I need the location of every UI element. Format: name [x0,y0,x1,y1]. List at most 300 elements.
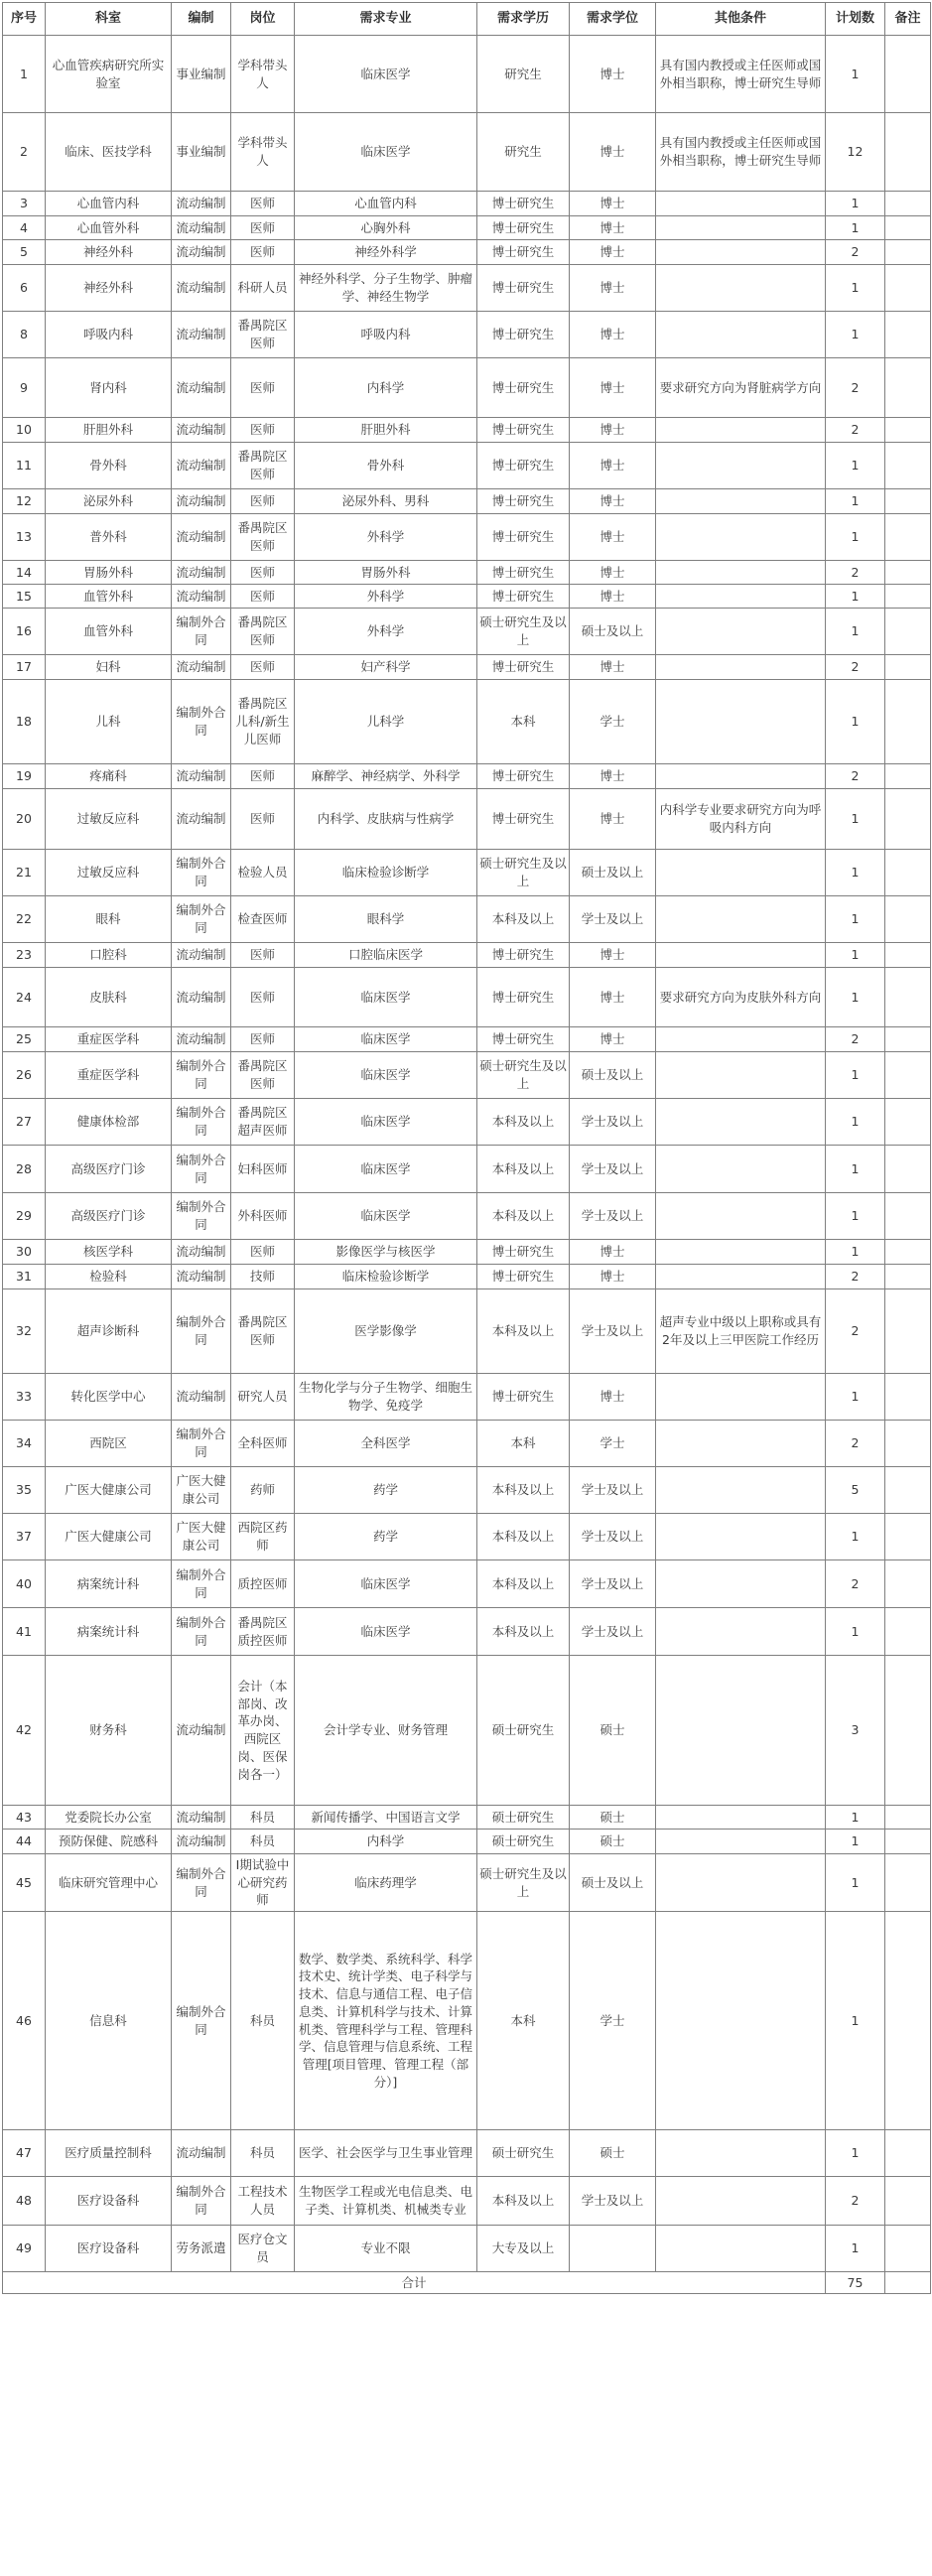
header-post: 岗位 [231,3,295,36]
cell-cond [656,585,826,609]
cell-cond [656,2226,826,2272]
cell-note [885,585,931,609]
header-major: 需求专业 [295,3,477,36]
cell-cond [656,1099,826,1146]
cell-cond [656,443,826,489]
cell-post: 质控医师 [231,1560,295,1608]
cell-note [885,489,931,514]
cell-staff: 流动编制 [172,418,231,443]
cell-staff: 流动编制 [172,764,231,789]
cell-edu: 博士研究生 [477,443,570,489]
cell-dept: 高级医疗门诊 [46,1146,172,1193]
cell-cond [656,2130,826,2177]
cell-plan: 12 [826,113,885,192]
cell-plan: 1 [826,1146,885,1193]
cell-cond: 要求研究方向为肾脏病学方向 [656,358,826,418]
table-row [3,1421,931,1467]
cell-staff: 流动编制 [172,312,231,358]
cell-major: 口腔临床医学 [295,943,477,968]
cell-degree: 博士 [570,240,656,265]
table-row [3,609,931,655]
cell-staff: 流动编制 [172,216,231,240]
cell-cond [656,265,826,312]
cell-plan: 1 [826,1052,885,1099]
table-row [3,36,931,113]
cell-edu: 博士研究生 [477,789,570,850]
cell-plan: 1 [826,1374,885,1421]
cell-degree: 博士 [570,265,656,312]
cell-post: 医师 [231,585,295,609]
cell-major: 临床医学 [295,1099,477,1146]
cell-major: 临床医学 [295,968,477,1027]
cell-edu: 本科及以上 [477,1099,570,1146]
cell-no: 49 [3,2226,46,2272]
cell-dept: 重症医学科 [46,1027,172,1052]
cell-edu: 博士研究生 [477,655,570,680]
table-row [3,968,931,1027]
cell-dept: 神经外科 [46,265,172,312]
cell-dept: 高级医疗门诊 [46,1193,172,1240]
cell-cond [656,240,826,265]
cell-no: 40 [3,1560,46,1608]
cell-degree: 硕士 [570,2130,656,2177]
table-row [3,489,931,514]
cell-degree: 博士 [570,1374,656,1421]
cell-dept: 普外科 [46,514,172,561]
cell-post: 研究人员 [231,1374,295,1421]
cell-dept: 检验科 [46,1265,172,1289]
cell-staff: 事业编制 [172,36,231,113]
cell-post: 医师 [231,1027,295,1052]
cell-edu: 博士研究生 [477,585,570,609]
cell-degree: 博士 [570,968,656,1027]
cell-staff: 流动编制 [172,192,231,216]
cell-staff: 编制外合同 [172,2177,231,2226]
cell-major: 神经外科学 [295,240,477,265]
cell-degree: 学士及以上 [570,1289,656,1374]
cell-degree: 博士 [570,113,656,192]
cell-staff: 编制外合同 [172,896,231,943]
cell-no: 21 [3,850,46,896]
cell-post: 医师 [231,216,295,240]
cell-post: 番禺院区医师 [231,1289,295,1374]
cell-degree [570,2226,656,2272]
recruitment-table [2,2,931,2294]
table-row [3,1467,931,1514]
cell-cond [656,680,826,764]
cell-major: 外科学 [295,609,477,655]
cell-edu: 博士研究生 [477,358,570,418]
cell-plan: 2 [826,561,885,585]
table-row [3,216,931,240]
cell-major: 骨外科 [295,443,477,489]
cell-no: 9 [3,358,46,418]
cell-plan: 1 [826,443,885,489]
table-row [3,1560,931,1608]
cell-staff: 流动编制 [172,240,231,265]
cell-staff: 流动编制 [172,1374,231,1421]
cell-dept: 血管外科 [46,609,172,655]
cell-plan: 1 [826,514,885,561]
cell-dept: 党委院长办公室 [46,1806,172,1830]
total-label: 合计 [3,2272,826,2294]
cell-major: 临床医学 [295,36,477,113]
cell-post: 医师 [231,240,295,265]
cell-note [885,216,931,240]
table-row [3,561,931,585]
cell-no: 29 [3,1193,46,1240]
cell-major: 麻醉学、神经病学、外科学 [295,764,477,789]
cell-no: 16 [3,609,46,655]
cell-edu: 硕士研究生及以上 [477,609,570,655]
cell-no: 27 [3,1099,46,1146]
cell-degree: 博士 [570,312,656,358]
table-row [3,514,931,561]
cell-post: 医师 [231,561,295,585]
cell-staff: 流动编制 [172,514,231,561]
cell-edu: 硕士研究生及以上 [477,850,570,896]
cell-major: 心胸外科 [295,216,477,240]
cell-staff: 编制外合同 [172,1421,231,1467]
cell-edu: 硕士研究生 [477,1656,570,1806]
cell-staff: 流动编制 [172,561,231,585]
cell-note [885,1560,931,1608]
cell-major: 临床医学 [295,1027,477,1052]
cell-note [885,1265,931,1289]
cell-dept: 呼吸内科 [46,312,172,358]
cell-degree: 学士及以上 [570,1608,656,1656]
header-no: 序号 [3,3,46,36]
cell-plan: 2 [826,358,885,418]
cell-cond: 要求研究方向为皮肤外科方向 [656,968,826,1027]
cell-no: 19 [3,764,46,789]
cell-post: 医师 [231,764,295,789]
cell-post: 全科医师 [231,1421,295,1467]
cell-note [885,655,931,680]
cell-plan: 2 [826,1421,885,1467]
table-row [3,680,931,764]
cell-dept: 皮肤科 [46,968,172,1027]
table-row [3,1854,931,1912]
cell-degree: 硕士及以上 [570,1854,656,1912]
cell-plan: 2 [826,1265,885,1289]
table-row [3,192,931,216]
table-row [3,358,931,418]
cell-post: 医师 [231,943,295,968]
cell-dept: 广医大健康公司 [46,1467,172,1514]
cell-cond: 内科学专业要求研究方向为呼吸内科方向 [656,789,826,850]
cell-note [885,2177,931,2226]
cell-degree: 学士及以上 [570,1514,656,1560]
cell-note [885,240,931,265]
cell-cond [656,1467,826,1514]
cell-degree: 博士 [570,418,656,443]
cell-plan: 2 [826,1027,885,1052]
cell-plan: 2 [826,2177,885,2226]
cell-no: 34 [3,1421,46,1467]
cell-edu: 本科 [477,680,570,764]
cell-post: 学科带头人 [231,113,295,192]
cell-degree: 学士及以上 [570,896,656,943]
cell-staff: 流动编制 [172,2130,231,2177]
cell-no: 14 [3,561,46,585]
cell-staff: 流动编制 [172,1265,231,1289]
cell-major: 临床医学 [295,1560,477,1608]
cell-note [885,36,931,113]
cell-major: 内科学 [295,358,477,418]
cell-major: 临床药理学 [295,1854,477,1912]
cell-no: 25 [3,1027,46,1052]
cell-cond: 超声专业中级以上职称或具有2年及以上三甲医院工作经历 [656,1289,826,1374]
cell-degree: 硕士及以上 [570,609,656,655]
cell-edu: 博士研究生 [477,192,570,216]
table-row [3,418,931,443]
cell-note [885,1240,931,1265]
cell-cond [656,1830,826,1854]
cell-post: 科员 [231,2130,295,2177]
cell-dept: 广医大健康公司 [46,1514,172,1560]
table-row [3,1146,931,1193]
header-note: 备注 [885,3,931,36]
cell-note [885,265,931,312]
cell-dept: 健康体检部 [46,1099,172,1146]
cell-edu: 博士研究生 [477,1027,570,1052]
cell-cond [656,655,826,680]
cell-staff: 编制外合同 [172,1560,231,1608]
cell-staff: 编制外合同 [172,1608,231,1656]
cell-plan: 1 [826,2226,885,2272]
table-row [3,1656,931,1806]
cell-major: 生物化学与分子生物学、细胞生物学、免疫学 [295,1374,477,1421]
cell-edu: 博士研究生 [477,1374,570,1421]
cell-no: 33 [3,1374,46,1421]
cell-staff: 编制外合同 [172,1912,231,2130]
cell-major: 生物医学工程或光电信息类、电子类、计算机类、机械类专业 [295,2177,477,2226]
cell-no: 31 [3,1265,46,1289]
cell-plan: 1 [826,1099,885,1146]
cell-edu: 博士研究生 [477,216,570,240]
cell-dept: 疼痛科 [46,764,172,789]
cell-dept: 病案统计科 [46,1560,172,1608]
cell-post: 检验人员 [231,850,295,896]
cell-no: 32 [3,1289,46,1374]
cell-note [885,1193,931,1240]
cell-no: 12 [3,489,46,514]
header-dept: 科室 [46,3,172,36]
cell-plan: 1 [826,36,885,113]
cell-no: 20 [3,789,46,850]
cell-degree: 学士及以上 [570,1193,656,1240]
cell-note [885,312,931,358]
cell-dept: 医疗设备科 [46,2177,172,2226]
cell-plan: 1 [826,312,885,358]
cell-post: 西院区药师 [231,1514,295,1560]
cell-degree: 博士 [570,358,656,418]
cell-dept: 医疗质量控制科 [46,2130,172,2177]
table-row [3,1265,931,1289]
cell-note [885,1608,931,1656]
cell-no: 18 [3,680,46,764]
cell-post: 医师 [231,489,295,514]
cell-staff: 事业编制 [172,113,231,192]
cell-dept: 胃肠外科 [46,561,172,585]
cell-cond [656,1027,826,1052]
cell-no: 45 [3,1854,46,1912]
cell-staff: 流动编制 [172,1830,231,1854]
cell-post: 检查医师 [231,896,295,943]
cell-staff: 流动编制 [172,1240,231,1265]
table-row [3,764,931,789]
cell-no: 42 [3,1656,46,1806]
cell-major: 影像医学与核医学 [295,1240,477,1265]
cell-cond [656,1608,826,1656]
cell-post: 科员 [231,1830,295,1854]
table-row [3,1514,931,1560]
header-degree: 需求学位 [570,3,656,36]
cell-no: 24 [3,968,46,1027]
cell-edu: 博士研究生 [477,489,570,514]
cell-no: 3 [3,192,46,216]
cell-dept: 重症医学科 [46,1052,172,1099]
cell-dept: 儿科 [46,680,172,764]
cell-plan: 5 [826,1467,885,1514]
header-row [3,3,931,36]
cell-degree: 博士 [570,489,656,514]
table-row [3,896,931,943]
cell-note [885,358,931,418]
cell-post: 学科带头人 [231,36,295,113]
cell-degree: 硕士及以上 [570,850,656,896]
cell-plan: 1 [826,265,885,312]
table-row [3,1912,931,2130]
cell-dept: 病案统计科 [46,1608,172,1656]
cell-major: 临床医学 [295,1052,477,1099]
cell-major: 专业不限 [295,2226,477,2272]
cell-note [885,418,931,443]
cell-staff: 流动编制 [172,489,231,514]
cell-staff: 流动编制 [172,943,231,968]
cell-dept: 口腔科 [46,943,172,968]
cell-no: 17 [3,655,46,680]
cell-cond [656,418,826,443]
cell-edu: 博士研究生 [477,514,570,561]
cell-post: 药师 [231,1467,295,1514]
cell-degree: 硕士 [570,1830,656,1854]
cell-note [885,1374,931,1421]
cell-note [885,1467,931,1514]
cell-note [885,1912,931,2130]
cell-plan: 1 [826,1806,885,1830]
cell-post: 番禺院区医师 [231,1052,295,1099]
cell-major: 临床医学 [295,113,477,192]
cell-edu: 硕士研究生 [477,1806,570,1830]
cell-plan: 1 [826,489,885,514]
cell-edu: 硕士研究生 [477,2130,570,2177]
cell-edu: 博士研究生 [477,764,570,789]
cell-post: 番禺院区儿科/新生儿医师 [231,680,295,764]
cell-dept: 肾内科 [46,358,172,418]
cell-staff: 广医大健康公司 [172,1467,231,1514]
cell-staff: 编制外合同 [172,680,231,764]
header-staff: 编制 [172,3,231,36]
cell-no: 6 [3,265,46,312]
cell-edu: 博士研究生 [477,312,570,358]
cell-degree: 博士 [570,36,656,113]
cell-edu: 硕士研究生 [477,1830,570,1854]
cell-dept: 医疗设备科 [46,2226,172,2272]
cell-dept: 超声诊断科 [46,1289,172,1374]
cell-note [885,1289,931,1374]
cell-plan: 1 [826,216,885,240]
cell-major: 医学影像学 [295,1289,477,1374]
cell-major: 临床检验诊断学 [295,850,477,896]
cell-degree: 博士 [570,443,656,489]
cell-cond: 具有国内教授或主任医师或国外相当职称，博士研究生导师 [656,113,826,192]
cell-cond [656,609,826,655]
cell-plan: 1 [826,850,885,896]
header-cond: 其他条件 [656,3,826,36]
cell-edu: 研究生 [477,113,570,192]
cell-note [885,1854,931,1912]
cell-degree: 博士 [570,1240,656,1265]
cell-cond [656,312,826,358]
cell-cond [656,1421,826,1467]
cell-edu: 博士研究生 [477,240,570,265]
cell-no: 5 [3,240,46,265]
cell-post: 科研人员 [231,265,295,312]
cell-major: 外科学 [295,514,477,561]
cell-cond [656,514,826,561]
cell-staff: 流动编制 [172,358,231,418]
cell-note [885,1099,931,1146]
cell-no: 30 [3,1240,46,1265]
cell-edu: 硕士研究生及以上 [477,1052,570,1099]
cell-staff: 广医大健康公司 [172,1514,231,1560]
cell-major: 临床医学 [295,1146,477,1193]
cell-dept: 西院区 [46,1421,172,1467]
table-row [3,2226,931,2272]
cell-degree: 学士及以上 [570,2177,656,2226]
cell-plan: 1 [826,680,885,764]
cell-staff: 编制外合同 [172,1193,231,1240]
table-row [3,1608,931,1656]
cell-cond [656,1912,826,2130]
cell-no: 4 [3,216,46,240]
cell-cond [656,1240,826,1265]
cell-dept: 预防保健、院感科 [46,1830,172,1854]
cell-note [885,943,931,968]
cell-degree: 博士 [570,764,656,789]
cell-dept: 骨外科 [46,443,172,489]
cell-edu: 本科及以上 [477,1560,570,1608]
cell-no: 1 [3,36,46,113]
cell-dept: 核医学科 [46,1240,172,1265]
cell-plan: 2 [826,655,885,680]
cell-note [885,113,931,192]
cell-post: 医师 [231,655,295,680]
cell-no: 15 [3,585,46,609]
cell-plan: 1 [826,1608,885,1656]
cell-no: 23 [3,943,46,968]
cell-staff: 编制外合同 [172,850,231,896]
cell-cond [656,1854,826,1912]
cell-degree: 博士 [570,1265,656,1289]
cell-cond [656,1514,826,1560]
cell-cond: 具有国内教授或主任医师或国外相当职称，博士研究生导师 [656,36,826,113]
cell-edu: 本科及以上 [477,1608,570,1656]
cell-no: 28 [3,1146,46,1193]
cell-post: 科员 [231,1912,295,2130]
